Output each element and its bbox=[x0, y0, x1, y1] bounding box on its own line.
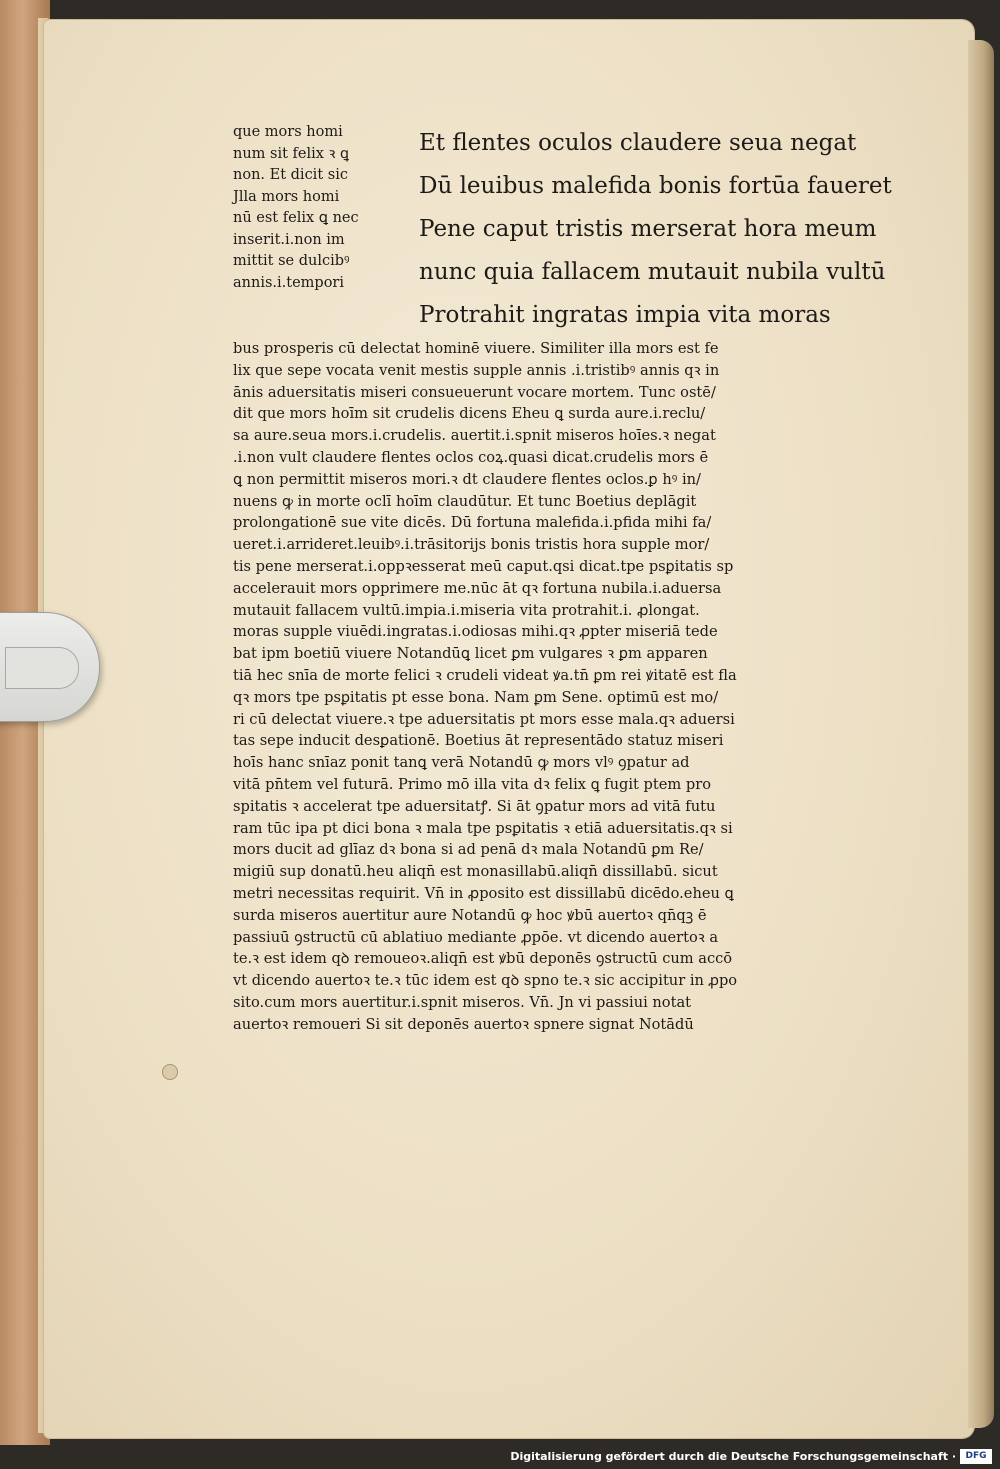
verse-line: Et flentes oculos claudere seua negat bbox=[419, 130, 857, 156]
commentary-line: sito.cum mors auertitur.i.spnit miseros. Vn̄. Jn vi passiui notat bbox=[233, 993, 692, 1011]
commentary-line: ri cū delectat viuere.ꝛ tpe aduersitatis pt mors esse mala.qꝛ aduersi bbox=[233, 710, 735, 728]
commentary-line: ꝗ non permittit miseros mori.ꝛ dt claudere flentes oclos.ꝑ hꝰ in/ bbox=[233, 470, 701, 488]
commentary-line: ram tūc ipa pt dici bona ꝛ mala tpe psꝑitatis ꝛ etiā aduersitatis.qꝛ si bbox=[233, 819, 733, 837]
commentary-line: tiā hec snīa de morte felici ꝛ crudeli videat ꝟa.tn̄ ꝑm rei ꝟitatē est fla bbox=[233, 666, 737, 684]
commentary-line: passiuū ꝯstructū cū ablatiuo mediante ꝓpōe. vt dicendo auertoꝛ a bbox=[233, 928, 719, 946]
margin-stain bbox=[162, 1064, 178, 1080]
commentary-line: moras supple viuēdi.ingratas.i.odiosas mihi.qꝛ ꝓpter miseriā tede bbox=[233, 623, 718, 641]
commentary-line: hoīs hanc snīaz ponit tanꝗ verā Notandū ꝙ mors vlꝰ ꝯpatur ad bbox=[233, 754, 690, 772]
page-right-edge bbox=[968, 40, 994, 1428]
commentary-line: spitatis ꝛ accelerat tpe aduersitatꝭ. Si āt ꝯpatur mors ad vitā futu bbox=[233, 797, 716, 815]
gloss-line: mittit se dulcibꝰ bbox=[233, 253, 350, 269]
commentary-line: auertoꝛ remoueri Si sit deponēs auertoꝛ spnere signat Notādū bbox=[233, 1015, 694, 1033]
verse-line: Pene caput tristis merserat hora meum bbox=[419, 216, 877, 242]
commentary-line: prolongationē sue vite dicēs. Dū fortuna malefida.i.pfida mihi fa/ bbox=[233, 514, 712, 532]
gloss-line: num sit felix ꝛ ꝗ bbox=[233, 145, 349, 162]
verse-lines bbox=[419, 122, 892, 337]
verse-section bbox=[233, 122, 913, 337]
commentary-line: vitā pn̄tem vel futurā. Primo mō illa vita dꝛ felix ꝗ fugit ptem pro bbox=[233, 775, 711, 793]
commentary-line: mors ducit ad glīaz dꝛ bona si ad penā dꝛ mala Notandū ꝑm Re/ bbox=[233, 841, 704, 859]
marginal-gloss bbox=[233, 122, 413, 294]
commentary-line: metri necessitas requirit. Vn̄ in ꝓposito est dissillabū dicēdo.eheu ꝗ bbox=[233, 884, 734, 902]
funding-credit: Digitalisierung gefördert durch die Deutsche Forschungsgemeinschaft · bbox=[510, 1450, 956, 1463]
commentary-line: nuens ꝙ in morte oclī hoīm claudūtur. Et tunc Boetius deplāgit bbox=[233, 492, 697, 510]
commentary-line: bat ipm boetiū viuere Notandūꝗ licet ꝑm vulgares ꝛ ꝑm apparen bbox=[233, 645, 708, 663]
commentary-line: bus prosperis cū delectat hominē viuere. Similiter illa mors est fe bbox=[233, 340, 719, 357]
dfg-logo[interactable]: DFG bbox=[960, 1449, 992, 1464]
commentary-line: qꝛ mors tpe psꝑitatis pt esse bona. Nam ꝑm Sene. optimū est mo/ bbox=[233, 688, 719, 706]
commentary-line: vt dicendo auertoꝛ te.ꝛ tūc idem est qꝺ spno te.ꝛ sic accipitur in ꝓpo bbox=[233, 972, 738, 990]
commentary-line: lix que sepe vocata venit mestis supple annis .i.tristibꝰ annis qꝛ in bbox=[233, 361, 720, 379]
commentary-line: tas sepe inducit desꝑationē. Boetius āt representādo statuz miseri bbox=[233, 732, 724, 750]
verse-line: Protrahit ingratas impia vita moras bbox=[419, 302, 831, 328]
gloss-line: non. Et dicit sic bbox=[233, 167, 348, 183]
commentary-line: sa aure.seua mors.i.crudelis. auertit.i.spnit miseros hoīes.ꝛ negat bbox=[233, 427, 716, 445]
commentary-line: surda miseros auertitur aure Notandū ꝙ hoc ꝟbū auertoꝛ qn̄qꝫ ē bbox=[233, 906, 707, 924]
commentary-line: dit que mors hoīm sit crudelis dicens Eheu ꝗ surda aure.i.reclu/ bbox=[233, 405, 706, 423]
commentary-text bbox=[233, 338, 913, 1036]
commentary-line: .i.non vult claudere flentes oclos coꝝ.quasi dicat.crudelis mors ē bbox=[233, 448, 709, 466]
commentary-line: mutauit fallacem vultū.impia.i.miseria vita protrahit.i. ꝓlongat. bbox=[233, 601, 700, 619]
commentary-line: tis pene merserat.i.oppꝛesserat meū caput.qsi dicat.tpe psꝑitatis sp bbox=[233, 557, 734, 575]
verse-line: nunc quia fallacem mutauit nubila vultū bbox=[419, 259, 886, 285]
verse-line: Dū leuibus malefida bonis fortūa faueret bbox=[419, 173, 892, 199]
gloss-line: inserit.i.non im bbox=[233, 231, 345, 248]
commentary-line: ānis aduersitatis miseri consueuerunt vocare mortem. Tunc ostē/ bbox=[233, 383, 716, 401]
commentary-line: ueret.i.arrideret.leuibꝰ.i.trāsitorijs bonis tristis hora supple mor/ bbox=[233, 536, 710, 554]
gloss-line: Jlla mors homi bbox=[233, 188, 340, 205]
commentary-line: accelerauit mors opprimere me.nūc āt qꝛ fortuna nubila.i.aduersa bbox=[233, 579, 722, 597]
gloss-line: que mors homi bbox=[233, 124, 343, 140]
commentary-line: migiū sup donatū.heu aliqn̄ est monasillabū.aliqn̄ dissillabū. sicut bbox=[233, 863, 718, 881]
commentary-line: te.ꝛ est idem qꝺ remoueoꝛ.aliqn̄ est ꝟbū deponēs ꝯstructū cum accō bbox=[233, 950, 733, 968]
gloss-line: nū est felix ꝗ nec bbox=[233, 210, 359, 226]
gloss-line: annis.i.tempori bbox=[233, 274, 344, 291]
